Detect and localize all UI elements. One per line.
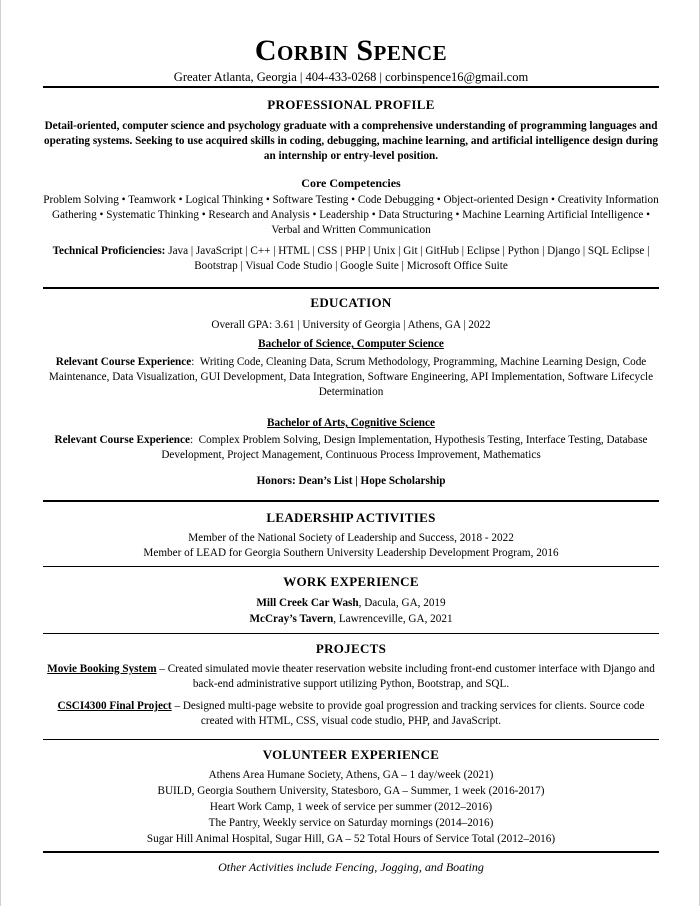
projects-heading: PROJECTS bbox=[315, 641, 387, 656]
contact-line: Greater Atlanta, Georgia | 404-433-0268 | corbinspence16@gmail.com bbox=[173, 70, 529, 84]
technical-proficiencies bbox=[43, 244, 659, 274]
competencies-list: Problem Solving • Teamwork • Logical Thinking • Software Testing • Code Debugging • Object-oriented Design • Creativity Information Gathering • Systematic Thinking • Research and Analysis • Leadership • Data Structuring • Machine Learning Artificial Intelligence • Verbal and Written Communication bbox=[43, 194, 659, 236]
profile-summary: Detail-oriented, computer science and psychology graduate with a comprehensive understanding of programming languages and operating systems. Seeking to use acquired skills in coding, debugging, machine learning, and artificial intelligence design during an internship or entry-level position. bbox=[44, 120, 658, 162]
header-divider bbox=[43, 86, 659, 88]
project-name: Movie Booking System bbox=[47, 663, 157, 675]
course-label: Relevant Course Experience bbox=[55, 356, 192, 368]
volunteer-item: Sugar Hill Animal Hospital, Sugar Hill, GA – 52 Total Hours of Service Total (2012–2016) bbox=[146, 833, 556, 845]
competencies-heading: Core Competencies bbox=[301, 176, 401, 190]
candidate-name: Corbin Spence bbox=[254, 34, 448, 67]
course-label-2: Relevant Course Experience bbox=[54, 434, 190, 446]
leadership-item: Member of the National Society of Leadership and Success, 2018 - 2022 bbox=[188, 532, 514, 544]
technical-label: Technical Proficiencies: bbox=[52, 245, 166, 257]
degree-2-course-list: Complex Problem Solving, Design Implementation, Hypothesis Testing, Interface Testing, Database Development, Project Management, Continuous Process Improvement, Mathematics bbox=[161, 434, 648, 461]
degree-1-title: Bachelor of Science, Computer Science bbox=[258, 338, 444, 350]
project-item bbox=[43, 699, 659, 729]
degree-1-course-list: Writing Code, Cleaning Data, Scrum Methodology, Programming, Machine Learning Design, Code Maintenance, Data Visualization, GUI Development, Data Integration, Software Engineering, API Implementation, Software Lifecycle Determination bbox=[48, 356, 654, 398]
work-divider bbox=[43, 633, 659, 634]
education-divider bbox=[43, 500, 659, 502]
employer-name: McCray’s Tavern bbox=[249, 613, 334, 625]
degree-2-courses: Relevant Course Experience: Complex Problem Solving, Design Implementation, Hypothesis Testing, Interface Testing, Database Development, Project Management, Continuous Process Improvement, Mathematics bbox=[54, 434, 648, 461]
education-heading: EDUCATION bbox=[310, 295, 392, 310]
project-item bbox=[43, 662, 659, 692]
volunteer-item: BUILD, Georgia Southern University, Statesboro, GA – Summer, 1 week (2016-2017) bbox=[157, 785, 545, 797]
employer-name: Mill Creek Car Wash bbox=[256, 597, 359, 609]
honors-line: Honors: Dean’s List | Hope Scholarship bbox=[256, 475, 446, 487]
degree-2-title: Bachelor of Arts, Cognitive Science bbox=[267, 417, 435, 429]
degree-1 bbox=[1, 337, 700, 352]
project-desc: – Created simulated movie theater reservation website including front-end customer interface with Django and back-end administrative support utilizing Python, Bootstrap, and SQL. bbox=[156, 663, 655, 690]
project-desc: – Designed multi-page website to provide goal progression and tracking services for clients. Source code created with HTML, CSS, visual code studio, PHP, and JavaScript. bbox=[171, 700, 645, 727]
degree-1-courses: Relevant Course Experience: Writing Code, Cleaning Data, Scrum Methodology, Programming, Machine Learning Design, Code Maintenance, Data Visualization, GUI Development, Data Integration, Software Engineering, API Implementation, Software Lifecycle Determination bbox=[48, 356, 654, 398]
leadership-divider bbox=[43, 566, 659, 567]
project-name: CSCI4300 Final Project bbox=[57, 700, 172, 712]
leadership-item: Member of LEAD for Georgia Southern University Leadership Development Program, 2016 bbox=[143, 547, 559, 559]
employer-detail: , Lawrenceville, GA, 2021 bbox=[333, 613, 453, 625]
profile-heading: PROFESSIONAL PROFILE bbox=[267, 97, 435, 112]
profile-divider bbox=[43, 287, 659, 289]
volunteer-item: Athens Area Humane Society, Athens, GA – 1 day/week (2021) bbox=[208, 769, 494, 781]
technical-list: Java | JavaScript | C++ | HTML | CSS | PHP | Unix | Git | GitHub | Eclipse | Python | Django | SQL Eclipse | Bootstrap | Visual Code Studio | Google Suite | Microsoft Office Suite bbox=[168, 245, 650, 272]
volunteer-item: The Pantry, Weekly service on Saturday mornings (2014–2016) bbox=[208, 817, 494, 829]
gpa-line: Overall GPA: 3.61 | University of Georgia | Athens, GA | 2022 bbox=[211, 319, 491, 331]
work-item bbox=[1, 596, 700, 611]
work-item bbox=[1, 612, 700, 627]
volunteer-item: Heart Work Camp, 1 week of service per summer (2012–2016) bbox=[209, 801, 493, 813]
other-activities: Other Activities include Fencing, Jogging, and Boating bbox=[218, 860, 484, 874]
volunteer-heading: VOLUNTEER EXPERIENCE bbox=[262, 747, 440, 762]
volunteer-divider bbox=[43, 851, 659, 853]
projects-divider bbox=[43, 739, 659, 740]
leadership-heading: LEADERSHIP ACTIVITIES bbox=[266, 510, 436, 525]
employer-detail: , Dacula, GA, 2019 bbox=[358, 597, 446, 609]
work-heading: WORK EXPERIENCE bbox=[283, 574, 419, 589]
degree-2 bbox=[1, 416, 700, 431]
